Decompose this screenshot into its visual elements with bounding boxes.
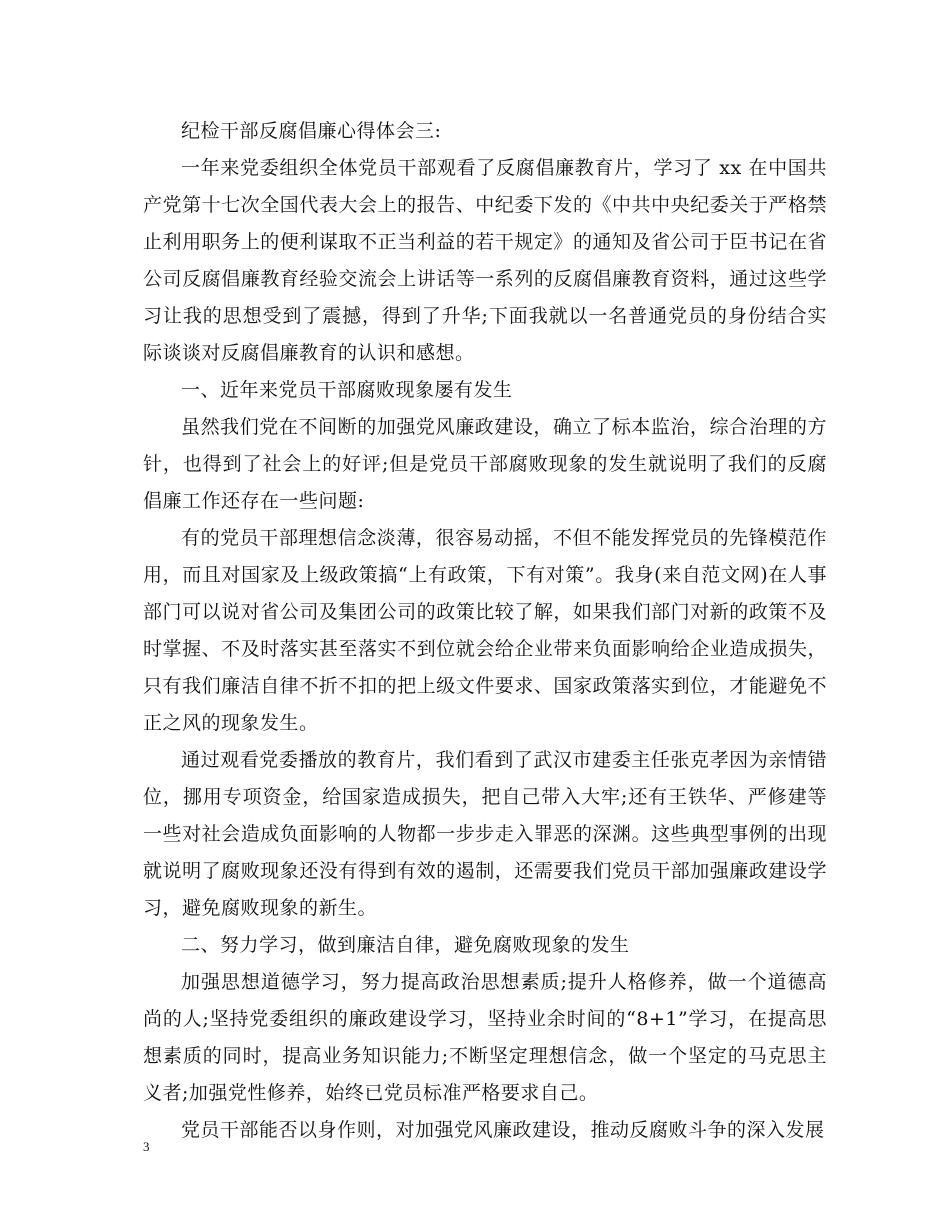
section-heading-2: 二、努力学习，做到廉洁自律，避免腐败现象的发生 (181, 934, 630, 956)
document-body (143, 113, 827, 1149)
paragraph: 虽然我们党在不间断的加强党风廉政建设，确立了标本监治，综合治理的方针，也得到了社会上的好评;但是党员干部腐败现象的发生就说明了我们的反腐倡廉工作还存在一些问题: (143, 416, 827, 512)
page-number: 3 (143, 1139, 150, 1154)
paragraph: 有的党员干部理想信念淡薄，很容易动摇，不但不能发挥党员的先锋模范作用，而且对国家及上级政策搞“上有政策，下有对策”。我身(来自范文网)在人事部门可以说对省公司及集团公司的政策比较了解，如果我们部门对新的政策不及时掌握、不及时落实甚至落实不到位就会给企业带来负面影响给企业造成损失，只有我们廉洁自律不折不扣的把上级文件要求、国家政策落实到位，才能避免不正之风的现象发生。 (143, 527, 827, 734)
paragraph: 通过观看党委播放的教育片，我们看到了武汉市建委主任张克孝因为亲情错位，挪用专项资金，给国家造成损失，把自己带入大牢;还有王铁华、严修建等一些对社会造成负面影响的人物都一步步走入罪恶的深渊。这些典型事例的出现就说明了腐败现象还没有得到有效的遏制，还需要我们党员干部加强廉政建设学习，避免腐败现象的新生。 (143, 749, 827, 919)
paragraph-title: 纪检干部反腐倡廉心得体会三: (181, 120, 442, 142)
paragraph: 党员干部能否以身作则，对加强党风廉政建设，推动反腐败斗争的深入发展 (181, 1119, 825, 1141)
paragraph-intro: 一年来党委组织全体党员干部观看了反腐倡廉教育片，学习了 xx 在中国共产党第十七次全国代表大会上的报告、中纪委下发的《中共中央纪委关于严格禁止利用职务上的便利谋取不正当利益的若干规定》的通知及省公司于臣书记在省公司反腐倡廉教育经验交流会上讲话等一系列的反腐倡廉教育资料，通过这些学习让我的思想受到了震撼，得到了升华;下面我就以一名普通党员的身份结合实际谈谈对反腐倡廉教育的认识和感想。 (143, 157, 827, 364)
section-heading-1: 一、近年来党员干部腐败现象屡有发生 (181, 379, 513, 401)
paragraph: 加强思想道德学习，努力提高政治思想素质;提升人格修养，做一个道德高尚的人;坚持党委组织的廉政建设学习，坚持业余时间的“8+1”学习，在提高思想素质的同时，提高业务知识能力;不断坚定理想信念，做一个坚定的马克思主义者;加强党性修养，始终已党员标准严格要求自己。 (143, 971, 827, 1104)
